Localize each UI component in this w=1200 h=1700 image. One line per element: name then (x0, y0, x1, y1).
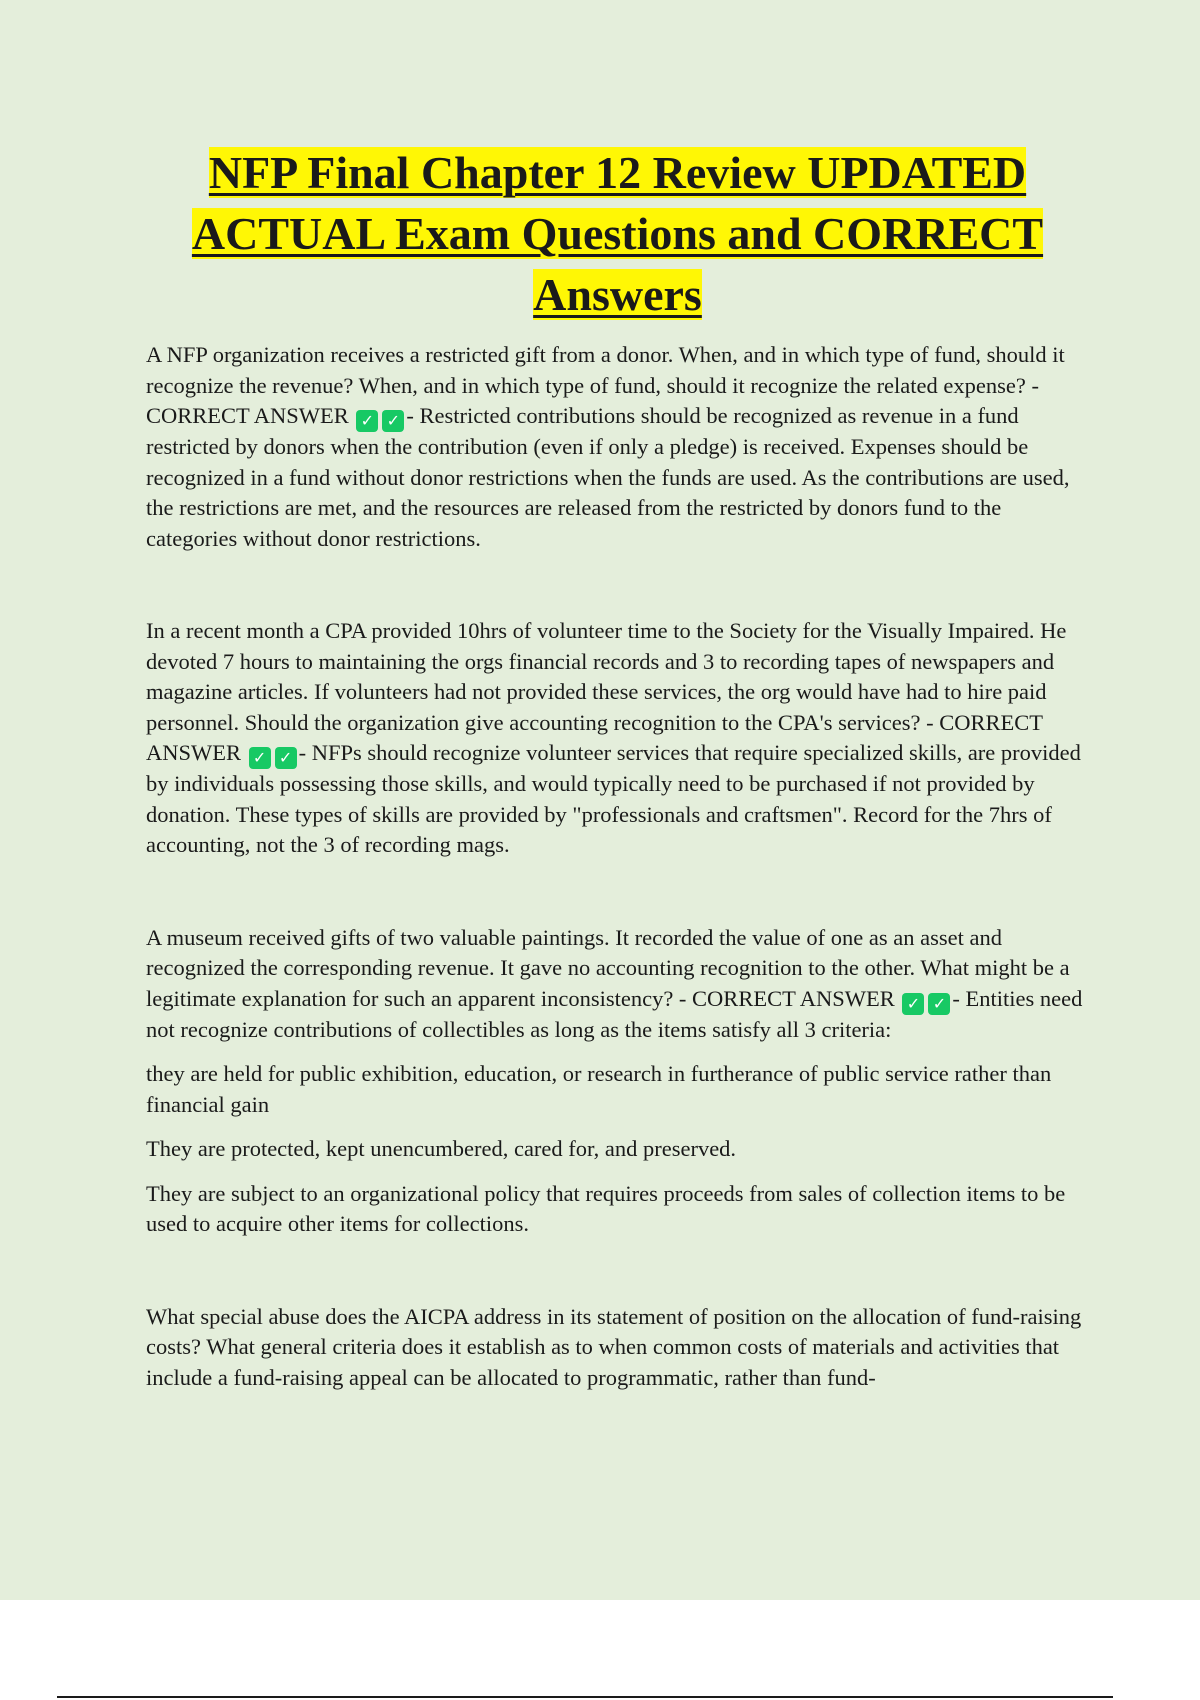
check-icon: ✓ (928, 993, 950, 1015)
answer-text: - Entities need not recognize contributions of collectibles as long as the items satisfy all 3 criteria: (146, 985, 1083, 1042)
qa-entry-3 (146, 923, 1098, 1046)
document-body (146, 340, 1098, 1393)
check-icon: ✓ (902, 993, 924, 1015)
question-text: What special abuse does the AICPA address in its statement of position on the allocation of fund-raising costs? What general criteria does it establish as to when common costs of materials and activities that include a fund-raising appeal can be allocated to programmatic, rather than fund- (146, 1303, 1082, 1390)
check-icon: ✓ (249, 747, 271, 769)
document-title-text: NFP Final Chapter 12 Review UPDATED ACTUAL Exam Questions and CORRECT Answers (191, 147, 1044, 320)
question-text: A museum received gifts of two valuable paintings. It recorded the value of one as an asset and recognized the corresponding revenue. It gave no accounting recognition to the other. What might be a legitimate explanation for such an apparent inconsistency? - CORRECT ANSWER (146, 924, 1070, 1011)
check-icon: ✓ (356, 410, 378, 432)
answer-text: - NFPs should recognize volunteer services that require specialized skills, are provided by individuals possessing those skills, and would typically need to be purchased if not provided by donation. These types of skills are provided by "professionals and craftsmen". Record for the 7hrs of accounting, not the 3 of recording mags. (146, 740, 1081, 857)
criteria-item-1: they are held for public exhibition, education, or research in furtherance of public service rather than financial gain (146, 1061, 1052, 1117)
page-divider (57, 1696, 1113, 1698)
check-icon: ✓ (382, 410, 404, 432)
criteria-item-2: They are protected, kept unencumbered, cared for, and preserved. (146, 1136, 737, 1161)
qa-entry-4 (146, 1302, 1098, 1394)
criteria-item-3: They are subject to an organizational policy that requires proceeds from sales of collection items to be used to acquire other items for collections. (146, 1180, 1066, 1236)
qa-entry-2 (146, 616, 1098, 861)
document-title (130, 142, 1105, 325)
qa-entry-1 (146, 340, 1098, 554)
answer-text: - Restricted contributions should be recognized as revenue in a fund restricted by donors when the contribution (even if only a pledge) is received. Expenses should be recognized in a fund without donor restrictions when the funds are used. As the contributions are used, the restrictions are met, and the resources are released from the restricted by donors fund to the categories without donor restrictions. (146, 403, 1070, 551)
question-text: In a recent month a CPA provided 10hrs of volunteer time to the Society for the Visually Impaired. He devoted 7 hours to maintaining the orgs financial records and 3 to recording tapes of newspapers and magazine articles. If volunteers had not provided these services, the org would have had to hire paid personnel. Should the organization give accounting recognition to the CPA's services? - CORRECT ANSWER (146, 618, 1067, 765)
question-text: A NFP organization receives a restricted gift from a donor. When, and in which type of fund, should it recognize the revenue? When, and in which type of fund, should it recognize the related expense? - CORRECT ANSWER (146, 342, 1065, 428)
check-icon: ✓ (275, 747, 297, 769)
